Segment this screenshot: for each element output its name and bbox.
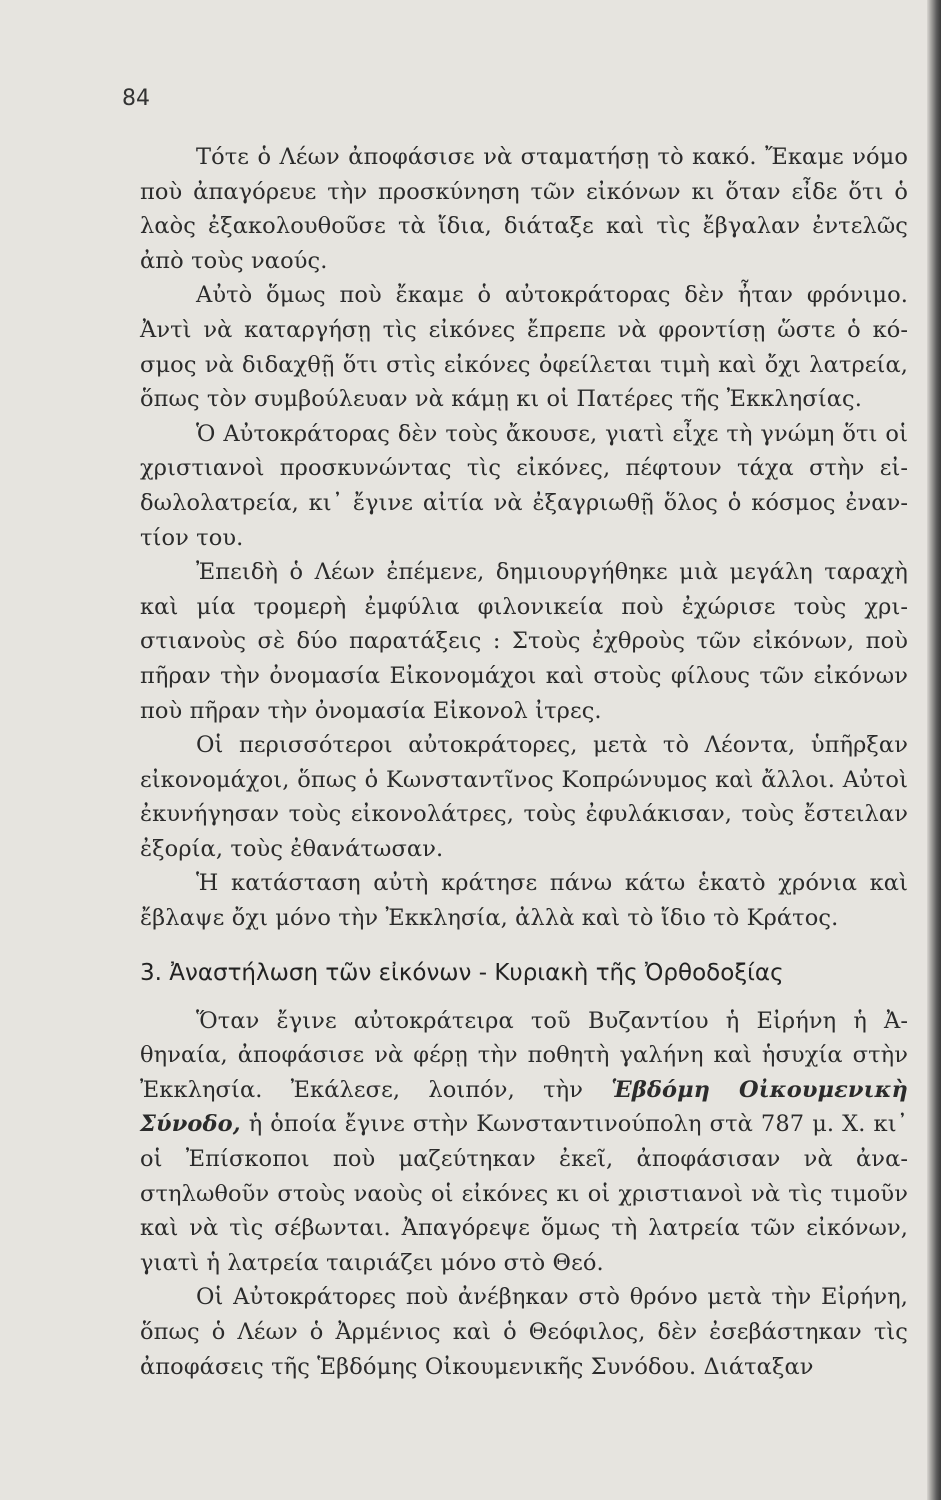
paragraph-emperor-refused: Ὁ Αὐτοκράτορας δὲν τοὺς ἄκουσε, γιατὶ εἶχε τὴ γνώμη ὅτι οἱ χριστιανοὶ προσκυνώντας τὶς εἰκόνες, πέφτουν τάχα στὴν εἰδωλολατρεία, κι᾿ ἔγινε αἰτία νὰ ἐξαγριωθῇ ὅλος ὁ κόσμος ἐναντίον του. (140, 420, 908, 551)
paragraph-hundred-years: Ἡ κατάσταση αὐτὴ κράτησε πάνω κάτω ἑκατὸ χρόνια καὶ ἔβλαψε ὄχι μόνο τὴν Ἐκκλησία, ἀλλὰ καὶ τὸ ἴδιο τὸ Κράτος. (140, 870, 908, 932)
paragraph-not-wise: Αὐτὸ ὅμως ποὺ ἔκαμε ὁ αὐτοκράτορας δὲν ἦταν φρόνιμο. Ἀντὶ νὰ καταργήσῃ τὶς εἰκόνες ἔπρεπε νὰ φροντίσῃ ὥστε ὁ κόσμος νὰ διδαχθῇ ὅτι στὶς εἰκόνες ὀφείλεται τιμὴ καὶ ὄχι λατρεία, ὅπως τὸν συμβούλευαν νὰ κάμῃ κι οἱ Πατέρες τῆς Ἐκκλησίας. (140, 282, 908, 413)
page-edge-shadow (927, 0, 941, 1500)
paragraph-iconoclast-emperors: Οἱ περισσότεροι αὐτοκράτορες, μετὰ τὸ Λέοντα, ὑπῆρξαν εἰκονομάχοι, ὅπως ὁ Κωνσταντῖνος Κοπρώνυμος καὶ ἄλλοι. Αὐτοὶ ἐκυνήγησαν τοὺς εἰκονολάτρες, τοὺς ἐφυλάκισαν, τοὺς ἔστειλαν ἐξορία, τοὺς ἐθανάτωσαν. (140, 732, 908, 862)
paragraph-civil-strife: Ἐπειδὴ ὁ Λέων ἐπέμενε, δημιουργήθηκε μιὰ μεγάλη ταραχὴ καὶ μία τρομερὴ ἐμφύλια φιλονικεία ποὺ ἐχώρισε τοὺς χριστιανοὺς σὲ δύο παρατάξεις : Στοὺς ἐχθροὺς τῶν εἰκόνων, ποὺ πῆραν τὴν ὀνομασία Εἰκονομάχοι καὶ στοὺς φίλους τῶν εἰκόνων ποὺ πῆραν τὴν ὀνομασία Εἰκονολ ἰτρες. (140, 559, 908, 724)
paragraph-leo-decision: Τότε ὁ Λέων ἀποφάσισε νὰ σταματήσῃ τὸ κακό. Ἔκαμε νόμο ποὺ ἀπαγόρευε τὴν προσκύνηση τῶν εἰκόνων κι ὅταν εἶδε ὅτι ὁ λαὸς ἐξακολουθοῦσε τὰ ἴδια, διάταξε καὶ τὶς ἔβγαλαν ἐντελῶς ἀπὸ τοὺς ναούς. (140, 144, 908, 274)
irene-text-part2: ἡ ὁποία ἔγινε στὴν Κωνσταντινούπολη στὰ 787 μ. Χ. κι᾿ οἱ Ἐπίσκοποι ποὺ μαζεύτηκαν ἐκεῖ, ἀποφάσισαν νὰ ἀναστηλωθοῦν στοὺς ναοὺς οἱ εἰκόνες κι οἱ χριστιανοὶ νὰ τὶς τιμοῦν καὶ νὰ τὶς σέβωνται. Ἀπαγόρεψε ὅμως τὴ λατρεία τῶν εἰκόνων, γιατὶ ἡ λατρεία ταιριάζει μόνο στὸ Θεό. (140, 1111, 908, 1276)
page-number: 84 (122, 86, 150, 111)
section-heading: 3. Ἀναστήλωση τῶν εἰκόνων - Κυριακὴ τῆς Ὀρθοδοξίας (140, 959, 784, 986)
seventh-ecumenical-council-term: Ἑβδόμη Οἰκουμενικὴ Σύνοδο, (140, 1076, 908, 1138)
irene-text-part1: Ὅταν ἔγινε αὐτοκράτειρα τοῦ Βυζαντίου ἡ Εἰρήνη ἡ Ἀθηναία, ἀποφάσισε νὰ φέρῃ τὴν ποθητὴ γαλήνη καὶ ἡσυχία στὴν Ἐκκλησία. Ἐκάλεσε, λοιπόν, τὴν (140, 1007, 908, 1103)
paragraph-later-emperors: Οἱ Αὐτοκράτορες ποὺ ἀνέβηκαν στὸ θρόνο μετὰ τὴν Εἰρήνη, ὅπως ὁ Λέων ὁ Ἀρμένιος καὶ ὁ Θεόφιλος, δὲν ἐσεβάστηκαν τὶς ἀποφάσεις τῆς Ἑβδόμης Οἰκουμενικῆς Συνόδου. Διάταξαν (140, 1284, 908, 1380)
paragraph-empress-irene (140, 1004, 908, 1281)
body-text (140, 140, 908, 1384)
